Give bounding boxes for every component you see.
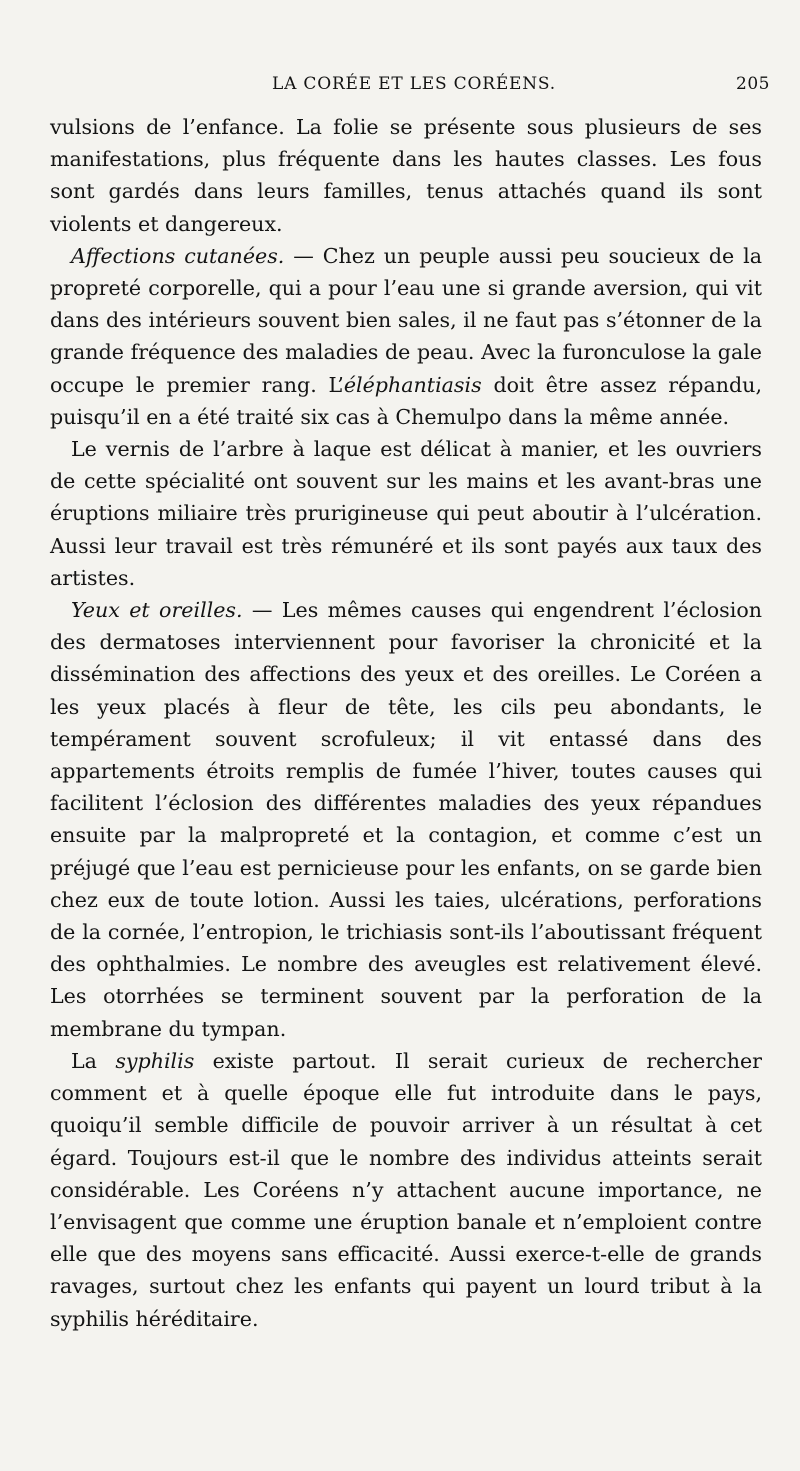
body-text [50, 111, 762, 1335]
paragraph-lacquer [50, 433, 762, 594]
paragraph-text: Le vernis de l’arbre à laque est délicat à manier, et les ouvriers de cette spécialité ont souvent sur les mains et les avant-bras une éruptions miliaire très prurigineuse qui peut aboutir à l’ulcération. Aussi leur travail est très rémunéré et ils sont payés aux taux des artistes. [50, 437, 762, 590]
term-elephantiasis: éléphantiasis [343, 372, 482, 397]
running-head [58, 74, 770, 100]
paragraph-text: La [71, 1048, 116, 1073]
paragraph-text: vulsions de l’enfance. La folie se présente sous plusieurs de ses manifestations, plus fréquente dans les hautes classes. Les fous sont gardés dans leurs familles, tenus attachés quand ils sont violents et dangereux. [50, 115, 762, 236]
section-heading-eyes: Yeux et oreilles. [71, 598, 243, 623]
paragraph-skin-diseases [50, 240, 762, 433]
page-number: 205 [736, 74, 770, 94]
paragraph-syphilis [50, 1045, 762, 1335]
running-head-title: LA CORÉE ET LES CORÉENS. [272, 74, 556, 94]
paragraph-text: existe partout. Il serait curieux de rechercher comment et à quelle époque elle fut introduite dans le pays, quoiqu’il semble difficile de pouvoir arriver à un résultat à cet égard. Toujours est-il que le nombre des individus atteints serait considérable. Les Coréens n’y attachent aucune importance, ne l’envisagent que comme une éruption banale et n’emploient contre elle que des moyens sans efficacité. Aussi exerce-t-elle de grands ravages, surtout chez les enfants qui payent un lourd tribut à la syphilis héréditaire. [50, 1048, 763, 1331]
paragraph-text: — Les mêmes causes qui engendrent l’éclosion des dermatoses interviennent pour favoriser la chronicité et la dissémination des affections des yeux et des oreilles. Le Coréen a les yeux placés à fleur de tête, les cils peu abondants, le tempérament souvent scrofuleux; il vit entassé dans des appartements étroits remplis de fumée l’hiver, toutes causes qui facilitent l’éclosion des différentes maladies des yeux répandues ensuite par la malpropreté et la contagion, et comme c’est un préjugé que l’eau est pernicieuse pour les enfants, on se garde bien chez eux de toute lotion. Aussi les taies, ulcérations, perforations de la cornée, l’entropion, le trichiasis sont-ils l’aboutissant fréquent des ophthalmies. Le nombre des aveugles est relativement élevé. Les otorrhées se terminent souvent par la perforation de la membrane du tympan. [50, 598, 762, 1041]
paragraph-continuation [50, 111, 762, 240]
section-heading-skin: Affections cutanées. [71, 243, 285, 268]
paragraph-eyes-ears [50, 594, 762, 1045]
term-syphilis: syphilis [115, 1048, 195, 1073]
paragraph-text: — Chez un peuple aussi peu soucieux de la propreté corporelle, qui a pour l’eau une si grande aversion, qui vit dans des intérieurs souvent bien sales, il ne faut pas s’étonner de la grande fréquence des maladies de peau. Avec la furonculose la gale occupe le premier rang. L’ [50, 243, 762, 397]
paragraph-text: doit être assez répandu, puisqu’il en a été traité six cas à Chemulpo dans la même année. [50, 372, 762, 429]
